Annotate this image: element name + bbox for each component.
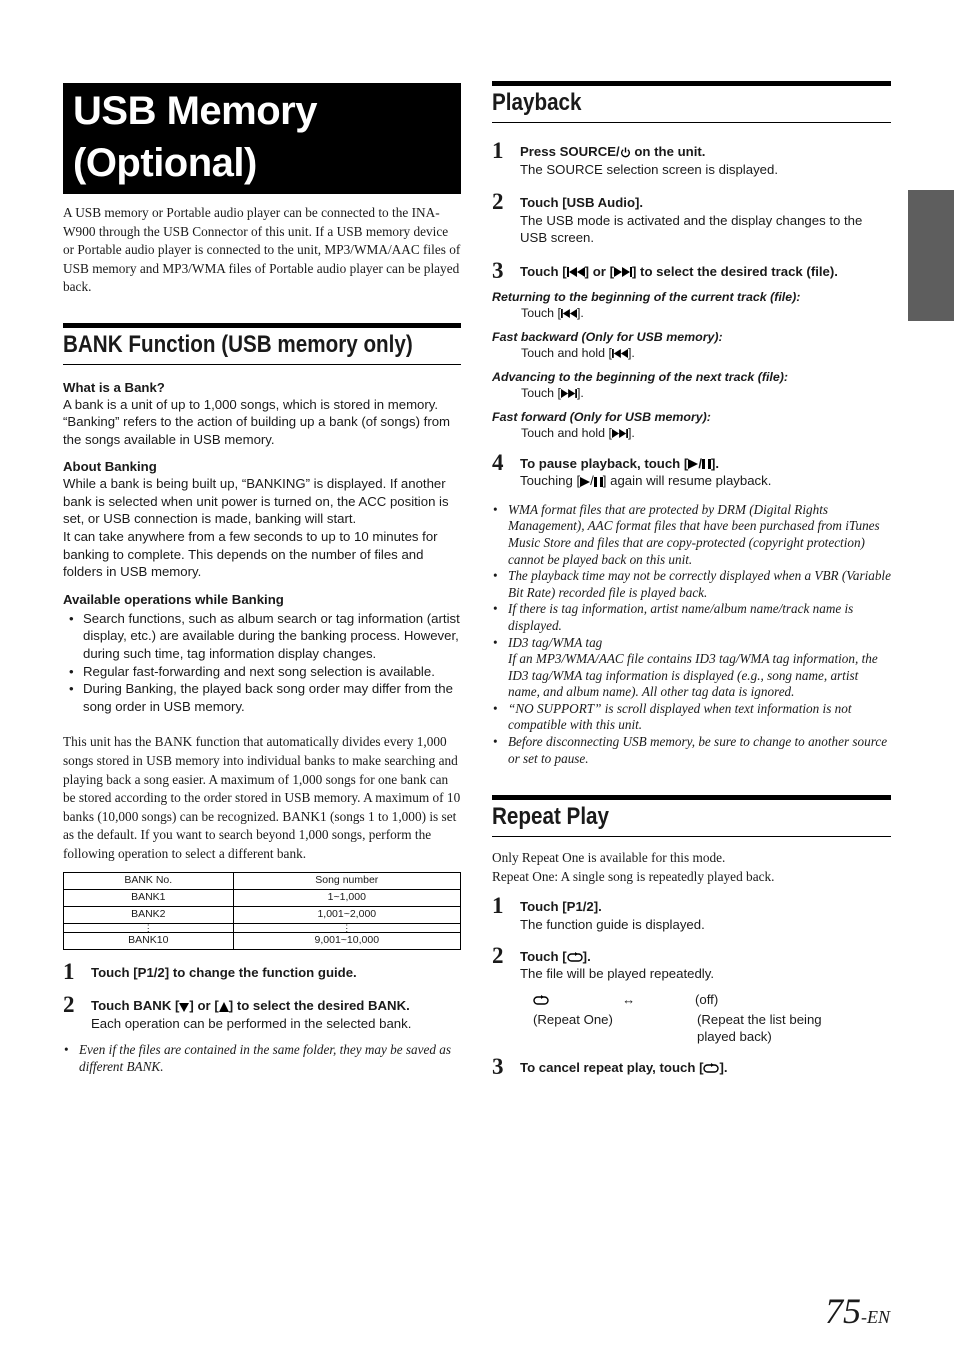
title-line-1: USB Memory — [73, 89, 317, 133]
p1-2-key: [P1/2] — [133, 964, 170, 980]
repeat-step-2-desc: The file will be played repeatedly. — [520, 966, 715, 982]
returning-heading: Returning to the beginning of the current track (file): — [492, 289, 801, 304]
play-icon — [688, 459, 698, 469]
table-header-bank-no: BANK No. — [64, 872, 234, 889]
step-number: 4 — [492, 449, 504, 475]
bank-step-2: 2 Touch BANK [ ] or [ ] to select the desired BANK. Each operation can be performed in the selected bank. — [63, 997, 461, 1032]
bank-description: This unit has the BANK function that automatically divides every 1,000 songs stored in USB memory into individual banks to make searching and playing back a song easier. A maximum of 1,000 songs for one bank can be stored according to the order stored in USB memory. A maximum of 10 banks (10,000 songs) can be recognized. BANK1 (songs 1 to 1,000) is set as the default. If you want to search beyond 1,000 songs, perform the following operation to select a different bank. — [63, 734, 461, 861]
usb-audio-key: [USB Audio] — [562, 195, 640, 211]
playback-step-4-desc: Touching [ / ] again will resume playback. — [520, 473, 772, 489]
previous-track-icon — [561, 309, 577, 318]
repeat-mode-diagram — [533, 991, 891, 1051]
toggle-arrow: ↔ — [622, 991, 636, 1007]
playback-step-2-desc: The USB mode is activated and the display changes to the USB screen. — [520, 212, 863, 246]
list-item: • ID3 tag/WMA tag If an MP3/WMA/AAC file contains ID3 tag/WMA tag information, the ID3 tag/WMA tag information is displayed (e.g., song name, artist name, and album name). All other tag data is ignored. — [508, 635, 891, 701]
list-item: • The playback time may not be correctly displayed when a VBR (Variable Bit Rate) recorded file is played back. — [508, 568, 891, 601]
table-row: BANK10 9,001~10,000 — [64, 932, 461, 949]
table-row: BANK1 1~1,000 — [64, 889, 461, 906]
repeat-step-3: 3 To cancel repeat play, touch [ ]. — [492, 1053, 728, 1079]
off-label: (off) — [695, 991, 719, 1007]
right-column — [492, 81, 891, 1079]
pause-icon — [594, 477, 603, 487]
bank-section-heading: BANK Function (USB memory only) — [63, 323, 461, 365]
fast-forward-desc: Touch and hold [ ]. — [521, 425, 635, 440]
page-title — [63, 83, 461, 194]
step-number: 2 — [492, 189, 504, 215]
page-number: 75-EN — [825, 1291, 890, 1331]
p1-2-key: [P1/2] — [562, 899, 599, 915]
repeat-list-label: (Repeat the list being played back) — [697, 1011, 822, 1045]
table-header-song-number: Song number — [233, 872, 460, 889]
repeat-icon — [703, 1063, 719, 1073]
advancing-desc: Touch [ ]. — [521, 385, 584, 400]
about-banking-text-2: It can take anywhere from a few seconds to up to 10 minutes for banking to complete. This depends on the number of files and folders in USB memory. — [63, 529, 438, 580]
next-track-icon — [614, 267, 632, 277]
playback-notes — [492, 502, 891, 768]
pause-icon — [702, 459, 711, 469]
available-operations-heading: Available operations while Banking — [63, 591, 284, 607]
next-track-icon — [612, 429, 628, 438]
repeat-section-heading: Repeat Play — [492, 795, 891, 837]
previous-track-icon — [567, 267, 585, 277]
source-key: SOURCE/ — [559, 144, 620, 159]
about-banking-text-1: While a bank is being built up, “BANKING” is displayed. If another bank is selected when unit power is turned on, the ACC position is set, or USB connection is made, banking will start. — [63, 476, 449, 527]
fast-backward-desc: Touch and hold [ ]. — [521, 345, 635, 360]
bank-table — [63, 872, 461, 950]
repeat-step-1-desc: The function guide is displayed. — [520, 917, 705, 933]
repeat-one-label: (Repeat One) — [533, 1011, 613, 1027]
playback-step-4: 4 To pause playback, touch [ / ]. Touching [ / ] again will resume playback. — [492, 455, 891, 490]
step-number: 2 — [63, 992, 75, 1018]
fast-forward-heading: Fast forward (Only for USB memory): — [492, 409, 711, 424]
playback-section-heading: Playback — [492, 81, 891, 123]
list-item: • During Banking, the played back song order may differ from the song order in USB memory. — [83, 680, 461, 715]
advancing-heading: Advancing to the beginning of the next track (file): — [492, 369, 789, 384]
repeat-step-1: 1 Touch [P1/2]. The function guide is displayed. — [492, 898, 891, 933]
step-number: 3 — [492, 1053, 504, 1079]
left-column — [63, 83, 461, 1076]
list-item: • If there is tag information, artist name/album name/track name is displayed. — [508, 601, 891, 634]
table-row: BANK2 1,001~2,000 — [64, 906, 461, 923]
intro-text: A USB memory or Portable audio player can be connected to the INA-W900 through the USB Connector of this unit. If a USB memory device or Portable audio player is connected to the unit, MP3/WMA/AAC files of USB memory and MP3/WMA files of Portable audio player can be played back. — [63, 205, 461, 294]
step-number: 1 — [492, 138, 504, 163]
table-row: ⋮ ⋮ — [64, 923, 461, 932]
about-banking-heading: About Banking — [63, 459, 157, 475]
repeat-step-2: 2 Touch [ ]. The file will be played repeatedly. — [492, 948, 891, 983]
previous-track-icon — [612, 349, 628, 358]
bank-step-2-desc: Each operation can be performed in the selected bank. — [91, 1015, 412, 1031]
title-line-2: (Optional) — [73, 141, 257, 185]
power-icon — [620, 147, 631, 158]
repeat-intro: Only Repeat One is available for this mode. Repeat One: A single song is repeatedly played back. — [492, 850, 775, 884]
what-is-bank-heading: What is a Bank? — [63, 379, 165, 395]
available-operations-list — [63, 610, 461, 716]
next-track-icon — [561, 389, 577, 398]
step-number: 1 — [63, 958, 75, 984]
bank-key: BANK — [133, 998, 172, 1014]
what-is-bank-text: A bank is a unit of up to 1,000 songs, which is stored in memory. “Banking” refers to the action of building up a bank (of songs) from the songs available in USB memory. — [63, 396, 451, 447]
list-item: • WMA format files that are protected by DRM (Digital Rights Management), AAC format files that have been purchased from iTunes Music Store and files that are copy-protected (copyright protection) cannot be played back on this unit. — [508, 502, 891, 568]
repeat-icon — [567, 952, 583, 962]
step-number: 1 — [492, 893, 504, 919]
play-icon — [580, 477, 590, 487]
list-item: • Before disconnecting USB memory, be sure to change to another source or set to pause. — [508, 734, 891, 767]
fast-backward-heading: Fast backward (Only for USB memory): — [492, 329, 723, 344]
step-number: 2 — [492, 942, 504, 968]
repeat-icon — [533, 995, 549, 1005]
triangle-down-icon — [179, 1002, 189, 1012]
playback-step-1-desc: The SOURCE selection screen is displayed. — [520, 161, 778, 177]
list-item: • Regular fast-forwarding and next song selection is available. — [83, 663, 461, 681]
bank-note: • Even if the files are contained in the same folder, they may be saved as different BANK. — [63, 1042, 461, 1075]
playback-step-3: 3 Touch [ ] or [ ] to select the desired track (file). — [492, 257, 838, 283]
list-item: • “NO SUPPORT” is scroll displayed when text information is not compatible with this unit. — [508, 701, 891, 734]
side-tab-marker — [908, 190, 954, 321]
playback-step-1: 1 Press SOURCE/ on the unit. The SOURCE selection screen is displayed. — [492, 143, 891, 178]
step-number: 3 — [492, 257, 504, 283]
bank-step-1: 1 Touch [P1/2] to change the function guide. — [63, 958, 357, 984]
playback-step-2: 2 Touch [USB Audio]. The USB mode is activated and the display changes to the USB screen. — [492, 194, 891, 247]
list-item: • Search functions, such as album search or tag information (artist display, etc.) are available during the banking process. However, during such time, tag information display changes. — [83, 610, 461, 663]
triangle-up-icon — [219, 1002, 229, 1012]
returning-desc: Touch [ ]. — [521, 305, 584, 320]
